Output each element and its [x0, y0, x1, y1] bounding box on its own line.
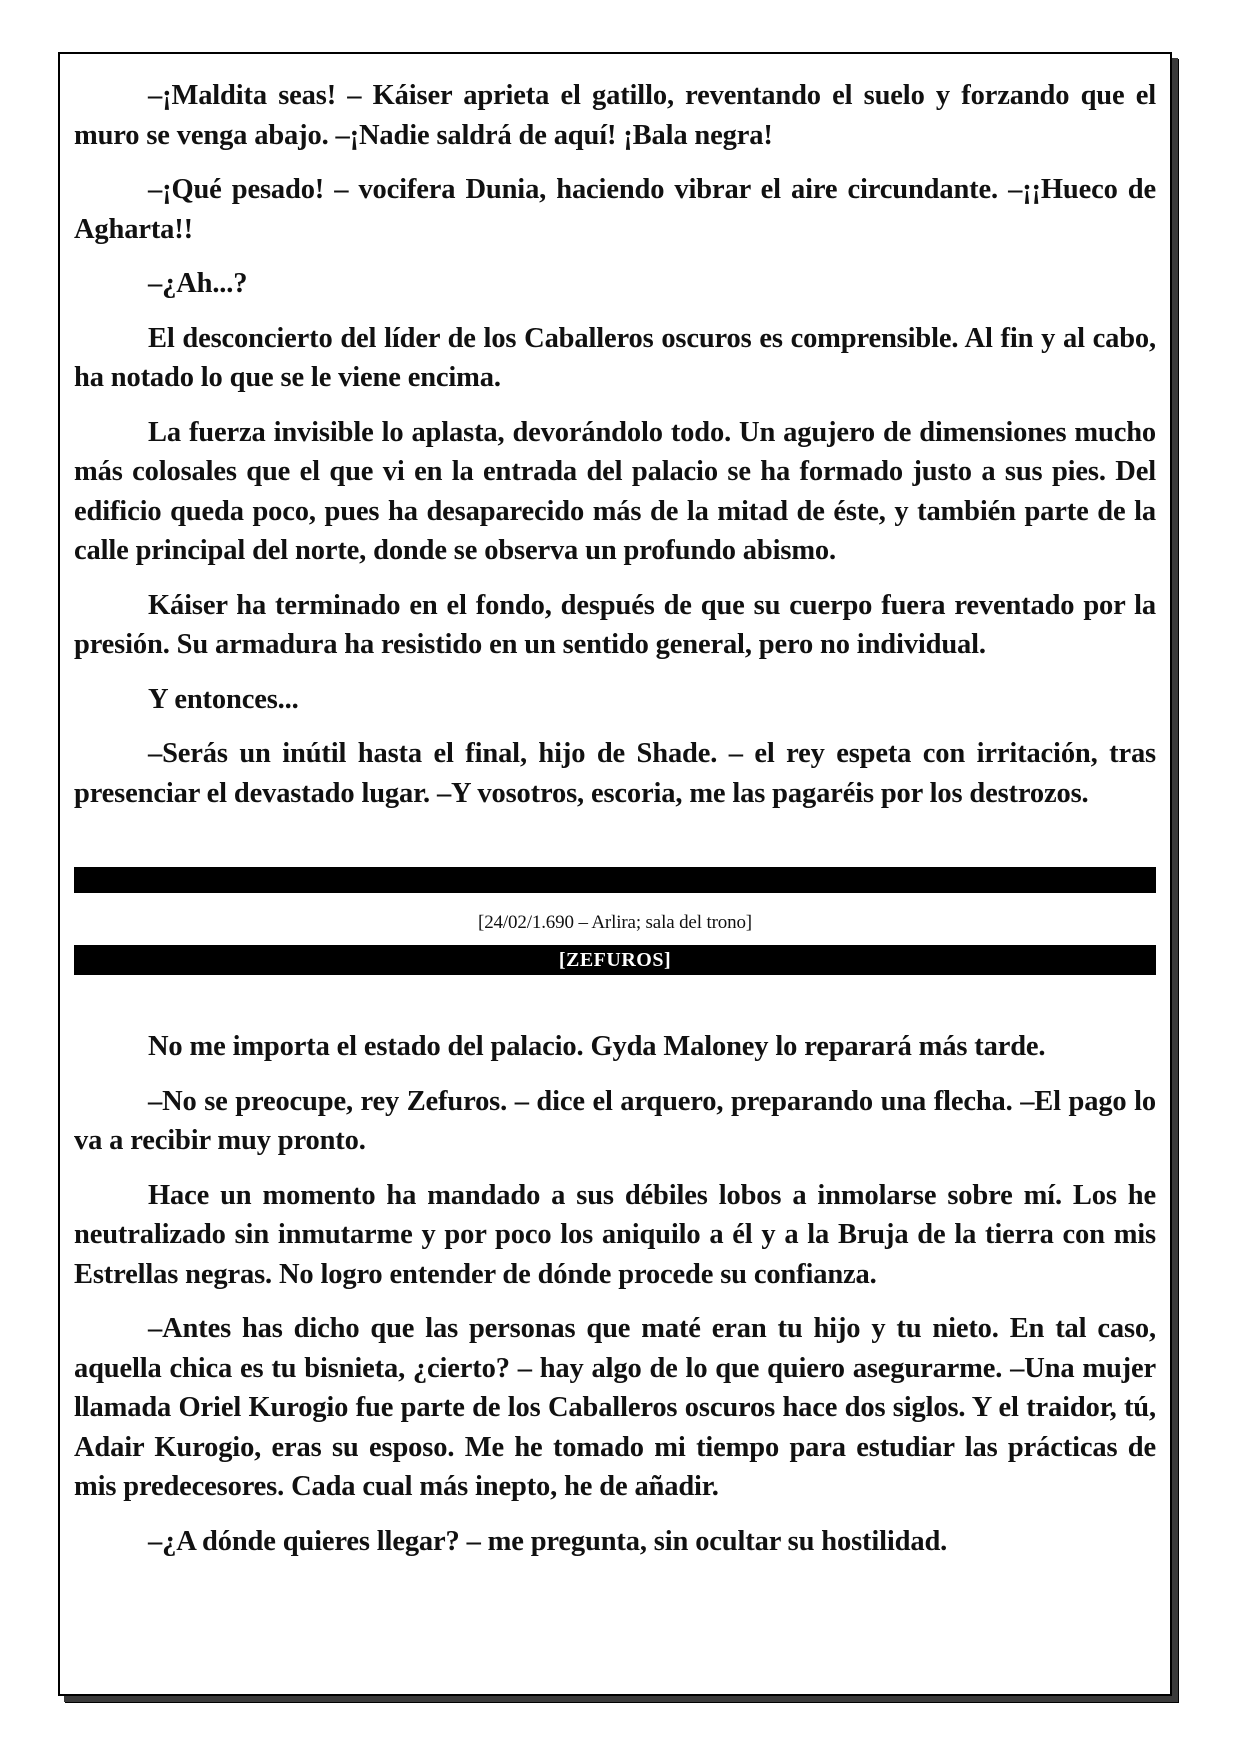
paragraph: –No se preocupe, rey Zefuros. – dice el arquero, preparando una flecha. –El pago lo va a recibir muy pronto. — [74, 1085, 1156, 1156]
paragraph: Káiser ha terminado en el fondo, después de que su cuerpo fuera reventado por la presión. Su armadura ha resistido en un sentido general, pero no individual. — [74, 589, 1156, 660]
paragraph: –Antes has dicho que las personas que maté eran tu hijo y tu nieto. En tal caso, aquella chica es tu bisnieta, ¿cierto? – hay algo de lo que quiero asegurarme. –Una mujer llamada Oriel Kurogio fue parte de los Caballeros oscuros hace dos siglos. Y el traidor, tú, Adair Kurogio, eras su esposo. Me he tomado mi tiempo para estudiar las prácticas de mis predecesores. Cada cual más inepto, he de añadir. — [74, 1313, 1156, 1502]
section-part2 — [74, 1027, 1156, 1561]
paragraph: No me importa el estado del palacio. Gyda Maloney lo reparará más tarde. — [148, 1031, 1046, 1062]
paragraph: El desconcierto del líder de los Caballeros oscuros es comprensible. Al fin y al cabo, ha notado lo que se le viene encima. — [74, 322, 1156, 393]
pov-character-bar: [ZEFUROS] — [74, 945, 1156, 975]
paragraph: La fuerza invisible lo aplasta, devorándolo todo. Un agujero de dimensiones mucho más colosales que el que vi en la entrada del palacio se ha formado justo a sus pies. Del edificio queda poco, pues ha desaparecido más de la mitad de éste, y también parte de la calle principal del norte, donde se observa un profundo abismo. — [74, 416, 1156, 566]
paragraph: –¡Qué pesado! – vocifera Dunia, haciendo vibrar el aire circundante. –¡¡Hueco de Agharta!! — [74, 174, 1156, 245]
scene-divider-bar — [74, 867, 1156, 893]
page-content — [74, 76, 1156, 1674]
scene-header: [24/02/1.690 – Arlira; sala del trono] — [478, 912, 752, 933]
page-frame — [58, 52, 1172, 1696]
paragraph: –¿Ah...? — [148, 268, 248, 299]
section-part1 — [74, 76, 1156, 813]
paragraph: Hace un momento ha mandado a sus débiles lobos a inmolarse sobre mí. Los he neutralizado sin inmutarme y por poco los aniquilo a él y a la Bruja de la tierra con mis Estrellas negras. No logro entender de dónde procede su confianza. — [74, 1179, 1156, 1290]
paragraph: Y entonces... — [148, 683, 299, 715]
paragraph: –¡Maldita seas! – Káiser aprieta el gatillo, reventando el suelo y forzando que el muro se venga abajo. –¡Nadie saldrá de aquí! ¡Bala negra! — [74, 80, 1156, 151]
paragraph: –Serás un inútil hasta el final, hijo de Shade. – el rey espeta con irritación, tras presenciar el devastado lugar. –Y vosotros, escoria, me las pagaréis por los destrozos. — [74, 738, 1156, 809]
paragraph: –¿A dónde quieres llegar? – me pregunta, sin ocultar su hostilidad. — [148, 1525, 948, 1557]
